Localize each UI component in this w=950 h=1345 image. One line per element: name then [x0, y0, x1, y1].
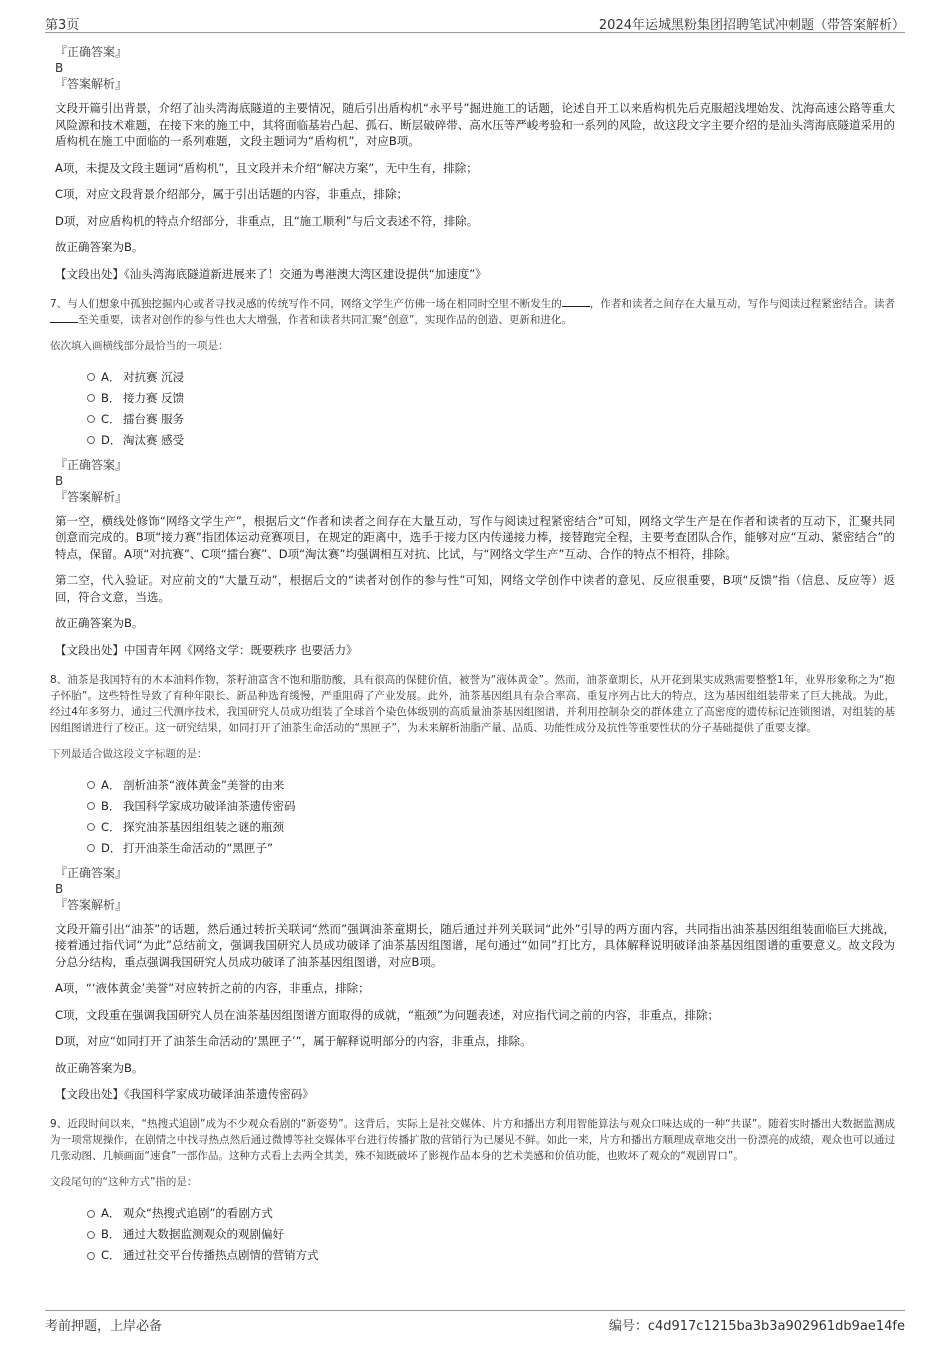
option-letter: A． [101, 777, 121, 792]
radio-icon[interactable] [87, 802, 95, 810]
radio-icon[interactable] [87, 436, 95, 444]
option-text: 剖析油茶“液体黄金”美誉的由来 [123, 777, 285, 792]
option-c[interactable] [87, 817, 895, 838]
option-text: 接力赛 反馈 [123, 390, 185, 405]
analysis-label: 『答案解析』 [55, 489, 128, 504]
stem-part: 7、与人们想象中孤独挖掘内心或者寻找灵感的传统写作不同，网络文学生产仿佛一场在相同时空里不断发生的 [50, 297, 562, 310]
option-letter: B． [101, 390, 121, 405]
answer-label: 『正确答案』 [55, 45, 128, 59]
option-a[interactable] [87, 1203, 895, 1224]
q7-block [50, 296, 896, 658]
question-prompt: 文段尾句的“这种方式”指的是： [50, 1176, 198, 1188]
question-prompt: 依次填入画横线部分最恰当的一项是： [50, 339, 229, 352]
source-citation: 【文段出处】《我国科学家成功破译油茶遗传密码》 [55, 1087, 314, 1101]
q6-block [55, 44, 895, 282]
page-header [45, 12, 905, 33]
option-text: 擂台赛 服务 [123, 411, 185, 426]
analysis-paragraph: A项，“‘液体黄金’美誉”对应转折之前的内容，非重点，排除； [55, 981, 370, 995]
option-letter: A． [101, 1206, 121, 1220]
option-text: 通过大数据监测观众的观剧偏好 [123, 1227, 284, 1241]
question-stem [50, 296, 895, 328]
analysis-conclusion: 故正确答案为B。 [55, 240, 144, 254]
option-letter: C． [101, 411, 121, 426]
page-footer [45, 1310, 905, 1335]
analysis-conclusion: 故正确答案为B。 [55, 1060, 144, 1075]
option-letter: C． [101, 819, 121, 834]
analysis-conclusion: 故正确答案为B。 [55, 616, 144, 630]
option-b[interactable] [87, 388, 895, 409]
source-citation: 【文段出处】《汕头湾海底隧道新进展来了！交通为粤港澳大湾区建设提供“加速度”》 [55, 266, 487, 281]
analysis-paragraph: D项，对应盾构机的特点介绍部分，非重点，且“施工顺利”与后文表述不符，排除。 [55, 213, 479, 228]
source-citation: 【文段出处】中国青年网《网络文学：既要秩序 也要活力》 [55, 642, 358, 657]
stem-part: 至关重要，读者对创作的参与性也大大增强，作者和读者共同汇聚“创意”，实现作品的创造、更新和进化。 [78, 313, 572, 326]
question-prompt: 下列最适合做这段文字标题的是： [50, 747, 208, 760]
document-title: 2024年运城黑粉集团招聘笔试冲刺题（带答案解析） [598, 18, 905, 33]
option-letter: A． [101, 369, 121, 384]
fill-blank [50, 312, 78, 323]
q9-block [50, 1116, 895, 1266]
option-letter: B． [101, 1227, 121, 1241]
option-b[interactable] [87, 796, 895, 817]
answer-value: B [55, 473, 64, 488]
analysis-paragraph: A项，未提及文段主题词“盾构机”，且文段并未介绍“解决方案”，无中生有，排除； [55, 160, 478, 175]
analysis-paragraph: C项，文段重在强调我国研究人员在油茶基因组图谱方面取得的成就，“瓶颈”为问题表述，对应指代词之前的内容，非重点，排除； [55, 1007, 719, 1022]
option-a[interactable] [87, 775, 895, 796]
radio-icon[interactable] [87, 394, 95, 402]
analysis-paragraph: D项，对应“如同打开了油茶生命活动的‘黑匣子’”，属于解释说明部分的内容，非重点，排除。 [55, 1034, 532, 1048]
radio-icon[interactable] [87, 823, 95, 831]
radio-icon[interactable] [87, 415, 95, 423]
radio-icon[interactable] [87, 844, 95, 852]
option-text: 探究油茶基因组组装之谜的瓶颈 [123, 819, 284, 834]
option-letter: C． [101, 1248, 121, 1262]
analysis-paragraph: 第二空，代入验证。对应前文的“大量互动”，根据后文的“读者对创作的参与性”可知，网络文学创作中读者的意见、反应很重要，B项“反馈”指（信息、反应等）返回，符合文意，当选。 [55, 573, 895, 604]
radio-icon[interactable] [87, 373, 95, 381]
document-code: 编号：c4d917c1215ba3b3a902961db9ae14fe [608, 1319, 905, 1334]
option-letter: B． [101, 798, 121, 813]
fill-blank [562, 296, 590, 307]
option-c[interactable] [87, 409, 895, 430]
analysis-label: 『答案解析』 [55, 77, 128, 91]
answer-value: B [55, 61, 64, 75]
radio-icon[interactable] [87, 1210, 95, 1218]
option-text: 观众“热搜式追剧”的看剧方式 [123, 1206, 273, 1220]
option-b[interactable] [87, 1224, 895, 1245]
option-c[interactable] [87, 1245, 895, 1266]
option-d[interactable] [87, 430, 895, 451]
q8-block [50, 672, 895, 1103]
analysis-paragraph: C项，对应文段背景介绍部分，属于引出话题的内容，非重点，排除； [55, 187, 409, 201]
option-a[interactable] [87, 367, 895, 388]
page-number: 第3页 [45, 18, 80, 33]
option-text: 打开油茶生命活动的“黑匣子” [123, 840, 273, 855]
question-stem: 8、油茶是我国特有的木本油料作物，茶籽油富含不饱和脂肪酸，具有很高的保健价值，被誉为“液体黄金”。然而，油茶童期长，从开花到果实成熟需要整整1年，业界形象称之为“抱子怀胎”。这些特性导致了育种年限长、新品种选育缓慢，严重阻碍了产业发展。此外，油茶基因组具有杂合率高、重复序列占比大的特点，这为基因组组装带来了巨大挑战。为此，经过4年多努力，通过三代测序技术，我国研究人员成功组装了全球首个染色体级别的高质量油茶基因组图谱，并利用控制杂交的群体建立了高密度的遗传标记连锁图谱，对组装的基因组图谱进行了校正。这一研究结果，如同打开了油茶生命活动的“黑匣子”，为未来解析油脂产量、品质、功能性成分及抗性等重要性状的分子基础提供了重要支撑。 [50, 673, 895, 734]
option-letter: D． [101, 840, 122, 855]
analysis-paragraph: 文段开篇引出背景，介绍了汕头湾海底隧道的主要情况，随后引出盾构机“永平号”掘进施工的话题，论述自开工以来盾构机先后克服超浅埋始发、沈海高速公路等重大风险源和技术难题，在接下来的施工中，其将面临基岩凸起、孤石、断层破碎带、高水压等严峻考验和一系列的风险，故这段文字主要介绍的是汕头湾海底隧道采用的盾构机在施工中面临的一系列难题，文段主题词为“盾构机”，对应B项。 [55, 101, 895, 148]
option-letter: D． [101, 432, 122, 447]
document-content [50, 44, 896, 1272]
answer-label: 『正确答案』 [55, 457, 128, 472]
option-text: 通过社交平台传播热点剧情的营销方式 [123, 1248, 319, 1262]
options-list [87, 367, 895, 451]
radio-icon[interactable] [87, 1231, 95, 1239]
option-text: 我国科学家成功破译油茶遗传密码 [123, 798, 296, 813]
option-text: 对抗赛 沉浸 [123, 369, 185, 384]
analysis-paragraph: 第一空，横线处修饰“网络文学生产”，根据后文“作者和读者之间存在大量互动，写作与阅读过程紧密结合”可知，网络文学生产是在作者和读者的互动下，汇聚共同创意而完成的。B项“接力赛”指团体运动竞赛项目，在规定的距离中，选手于接力区内传递接力棒，接替跑完全程，主要考查团队合作，能够对应“互动、紧密结合”的特点，保留。A项“对抗赛”、C项“擂台赛”、D项“淘汰赛”均强调相互对抗、比试，与“网络文学生产”互动、合作的特点不相符，排除。 [55, 513, 895, 561]
options-list [87, 775, 895, 859]
option-d[interactable] [87, 838, 895, 859]
stem-part: ，作者和读者之间存在大量互动，写作与阅读过程紧密结合。读者 [589, 297, 896, 310]
analysis-label: 『答案解析』 [55, 897, 128, 912]
answer-label: 『正确答案』 [55, 865, 128, 880]
footer-slogan: 考前押题，上岸必备 [45, 1319, 163, 1334]
answer-value: B [55, 881, 64, 896]
options-list [87, 1203, 895, 1266]
analysis-paragraph: 文段开篇引出“油茶”的话题，然后通过转折关联词“然而”强调油茶童期长，随后通过并列关联词“此外”引导的两方面内容，共同指出油茶基因组组装面临巨大挑战，接着通过指代词“为此”总结前文，强调我国研究人员成功破译了油茶基因组图谱，尾句通过“如同”打比方，具体解释说明破译油茶基因组图谱的重要意义。故文段为分总分结构，重点强调我国研究人员成功破译了油茶基因组图谱，对应B项。 [55, 921, 895, 969]
question-stem: 9、近段时间以来，“热搜式追剧”成为不少观众看剧的“新姿势”。这背后，实际上是社交媒体、片方和播出方利用智能算法与观众口味达成的一种“共谋”。随着实时播出大数据监测成为一项常规操作，在剧情之中找寻热点然后通过微博等社交媒体平台进行传播扩散的营销行为已屡见不鲜。如此一来，片方和播出方顺理成章地交出一份漂亮的成绩，观众也可以通过几张动图、几帧画面“速食”一部作品。这种方式看上去两全其美，殊不知既破坏了影视作品本身的艺术美感和价值功能，也败坏了观众的“观剧胃口”。 [50, 1118, 895, 1162]
radio-icon[interactable] [87, 1252, 95, 1260]
option-text: 淘汰赛 感受 [123, 432, 185, 447]
radio-icon[interactable] [87, 781, 95, 789]
